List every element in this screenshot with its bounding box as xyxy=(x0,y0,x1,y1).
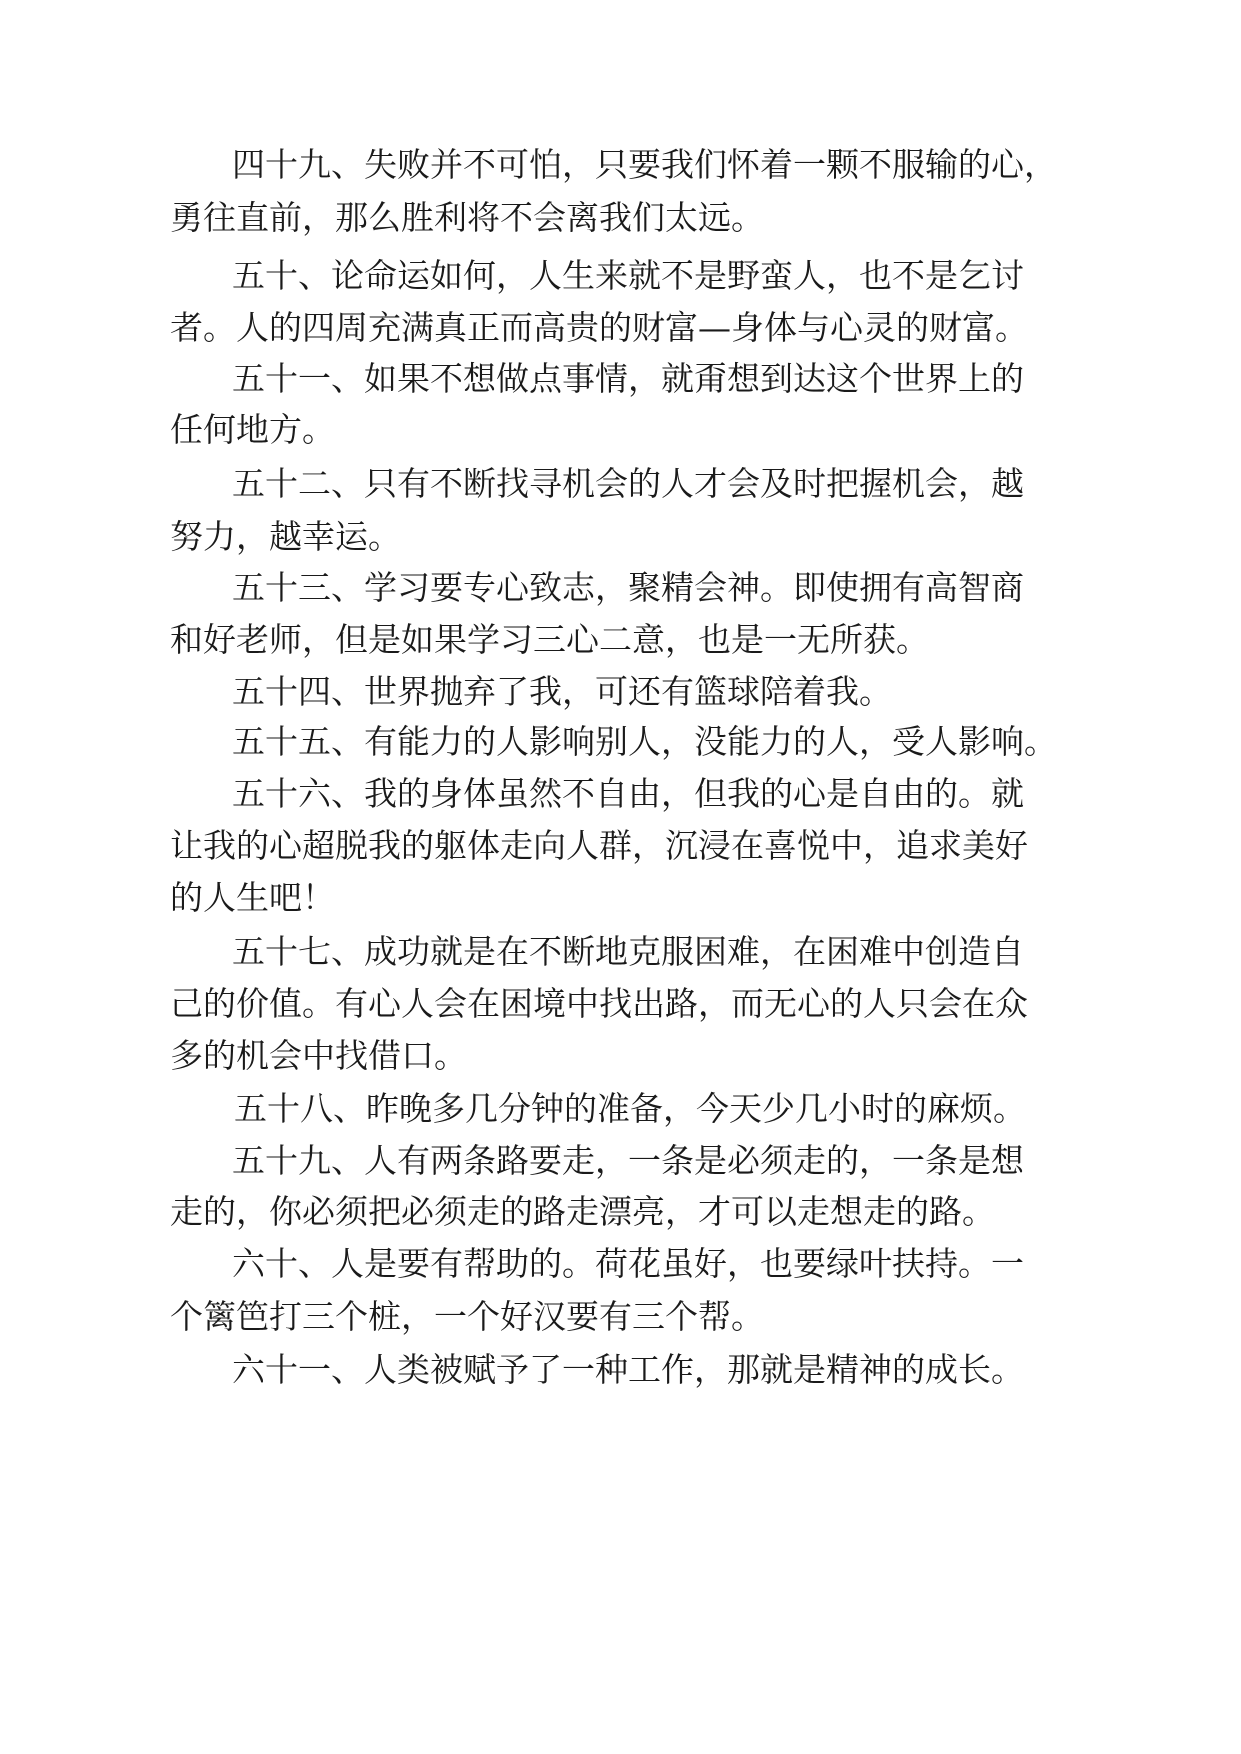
text-line-4: 者。人的四周充满真正而高贵的财富—身体与心灵的财富。 xyxy=(170,308,1028,347)
text-line-19: 五十八、昨晚多几分钟的准备，今天少几小时的麻烦。 xyxy=(234,1089,1026,1128)
text-line-17: 己的价值。有心人会在困境中找出路，而无心的人只会在众 xyxy=(170,984,1028,1023)
text-line-10: 和好老师，但是如果学习三心二意，也是一无所获。 xyxy=(170,620,929,659)
text-line-12: 五十五、有能力的人影响别人，没能力的人，受人影响。 xyxy=(232,722,1057,761)
text-line-15: 的人生吧！ xyxy=(170,878,335,917)
text-line-16: 五十七、成功就是在不断地克服困难，在困难中创造自 xyxy=(232,932,1024,971)
text-line-24: 六十一、人类被赋予了一种工作，那就是精神的成长。 xyxy=(232,1350,1024,1389)
text-line-1: 四十九、失败并不可怕，只要我们怀着一颗不服输的心， xyxy=(232,145,1057,184)
text-line-18: 多的机会中找借口。 xyxy=(170,1036,467,1075)
text-line-23: 个篱笆打三个桩，一个好汉要有三个帮。 xyxy=(170,1297,764,1336)
text-line-8: 努力，越幸运。 xyxy=(170,517,401,556)
text-line-22: 六十、人是要有帮助的。荷花虽好，也要绿叶扶持。一 xyxy=(232,1244,1024,1283)
text-line-7: 五十二、只有不断找寻机会的人才会及时把握机会，越 xyxy=(232,464,1024,503)
text-line-13: 五十六、我的身体虽然不自由，但我的心是自由的。就 xyxy=(232,774,1024,813)
text-line-11: 五十四、世界抛弃了我，可还有篮球陪着我。 xyxy=(232,672,892,711)
text-line-6: 任何地方。 xyxy=(170,410,335,449)
text-line-3: 五十、论命运如何，人生来就不是野蛮人，也不是乞讨 xyxy=(232,256,1024,295)
text-line-2: 勇往直前，那么胜利将不会离我们太远。 xyxy=(170,198,764,237)
text-line-5: 五十一、如果不想做点事情，就甭想到达这个世界上的 xyxy=(232,359,1024,398)
text-line-20: 五十九、人有两条路要走，一条是必须走的，一条是想 xyxy=(232,1141,1024,1180)
text-line-9: 五十三、学习要专心致志，聚精会神。即使拥有高智商 xyxy=(232,568,1024,607)
text-line-21: 走的，你必须把必须走的路走漂亮，才可以走想走的路。 xyxy=(170,1192,995,1231)
text-line-14: 让我的心超脱我的躯体走向人群，沉浸在喜悦中，追求美好 xyxy=(170,826,1028,865)
